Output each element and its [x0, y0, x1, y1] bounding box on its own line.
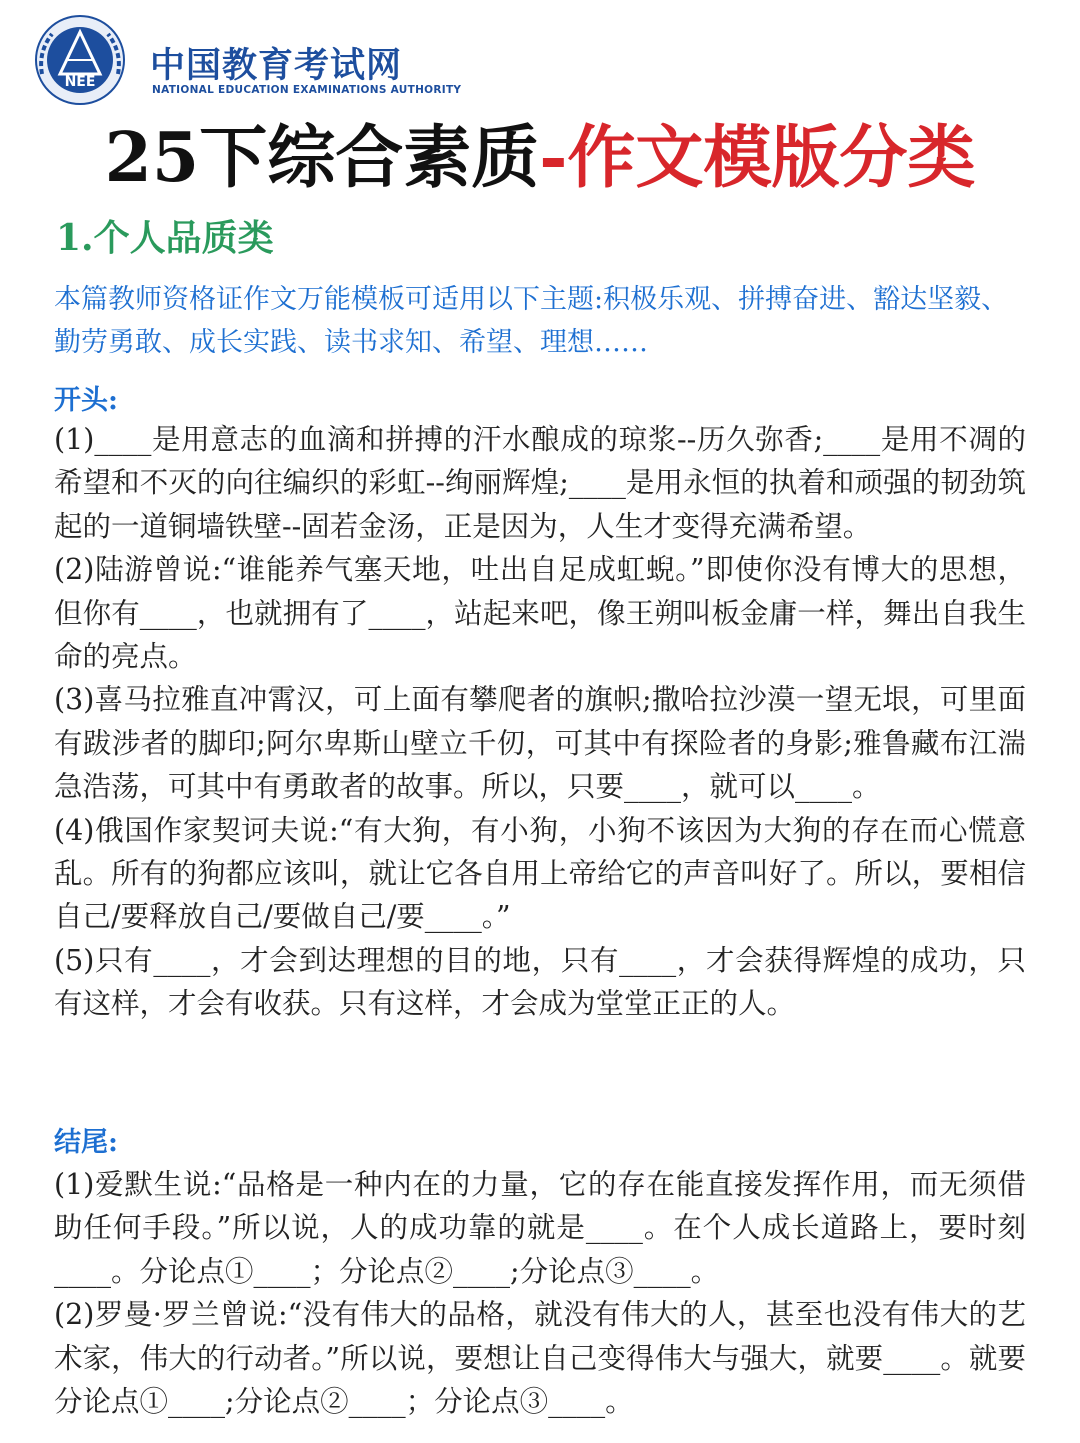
ending-item: (1)爱默生说:“品格是一种内在的力量，它的存在能直接发挥作用，而无须借助任何手段。”所以说，人的成功靠的就是____。在个人成长道路上，要时刻____。分论点①____；分论点②____;分论点③____。: [54, 1168, 1026, 1288]
page-title: [0, 118, 1080, 198]
svg-text:NEE: NEE: [64, 74, 96, 90]
ending-label: 结尾:: [54, 1127, 118, 1158]
org-english-name: NATIONAL EDUCATION EXAMINATIONS AUTHORITY: [152, 84, 462, 96]
opening-item: (1)____是用意志的血滴和拼搏的汗水酿成的琼浆--历久弥香;____是用不凋的希望和不灭的向往编织的彩虹--绚丽辉煌;____是用永恒的执着和顽强的韧劲筑起的一道铜墙铁壁--固若金汤，正是因为，人生才变得充满希望。: [54, 423, 1026, 543]
nee-logo: [28, 14, 132, 106]
title-part-2: -作文模版分类: [539, 118, 976, 198]
opening-item: (2)陆游曾说:“谁能养气塞天地，吐出自足成虹蜺。”即使你没有博大的思想，但你有____，也就拥有了____，站起来吧，像王朔叫板金庸一样，舞出自我生命的亮点。: [54, 553, 1026, 674]
org-name: 中国教育考试网: [150, 46, 403, 86]
ending-item: (2)罗曼·罗兰曾说:“没有伟大的品格，就没有伟大的人，甚至也没有伟大的艺术家，伟大的行动者。”所以说，要想让自己变得伟大与强大，就要____。就要分论点①____;分论点②____；分论点③____。: [54, 1298, 1026, 1419]
opening-item: (3)喜马拉雅直冲霄汉，可上面有攀爬者的旗帜;撒哈拉沙漠一望无垠，可里面有跋涉者的脚印;阿尔卑斯山壁立千仞，可其中有探险者的身影;雅鲁藏布江湍急浩荡，可其中有勇敢者的故事。所以，只要____，就可以____。: [54, 683, 1026, 804]
section-title: 1.个人品质类: [56, 217, 274, 259]
opening-item: (4)俄国作家契诃夫说:“有大狗，有小狗，小狗不该因为大狗的存在而心慌意乱。所有的狗都应该叫，就让它各自用上帝给它的声音叫好了。所以，要相信自己/要释放自己/要做自己/要____。”: [54, 813, 1026, 934]
header: [28, 14, 628, 106]
section-intro: 本篇教师资格证作文万能模板可适用以下主题:积极乐观、拼搏奋进、豁达坚毅、勤劳勇敢、成长实践、读书求知、希望、理想……: [54, 284, 1009, 358]
ending-list: [54, 1163, 1026, 1423]
opening-label: 开头:: [54, 385, 118, 416]
title-part-1: 25下综合素质: [104, 118, 540, 198]
opening-list: [54, 418, 1026, 1026]
opening-item: (5)只有____，才会到达理想的目的地，只有____，才会获得辉煌的成功，只有这样，才会有收获。只有这样，才会成为堂堂正正的人。: [54, 943, 1026, 1021]
